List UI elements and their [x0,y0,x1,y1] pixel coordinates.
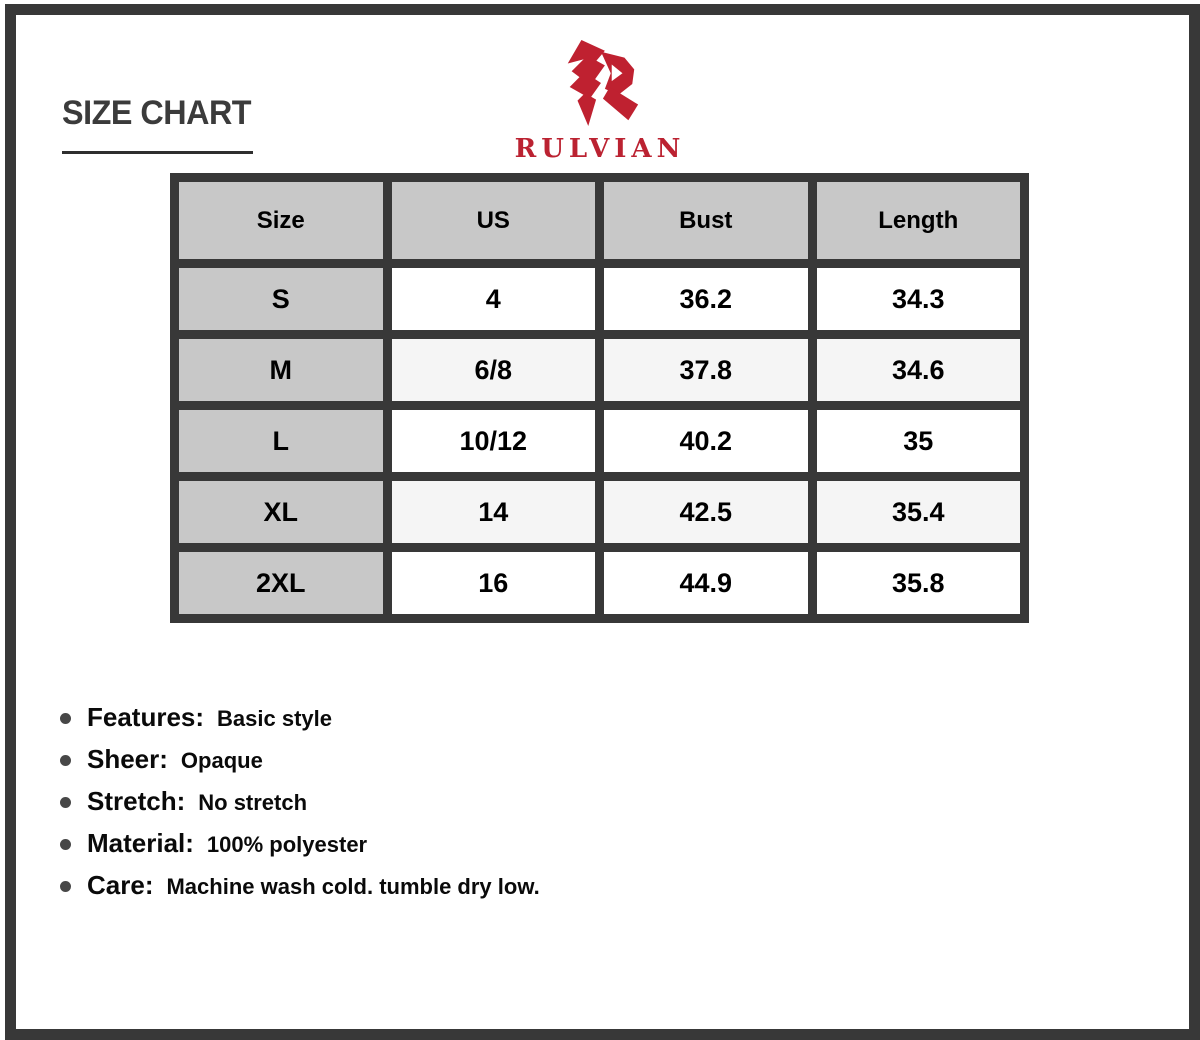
table-cell: 10/12 [387,406,600,477]
table-header-row [175,178,1025,264]
table-header-size: Size [175,178,388,264]
bullet-icon [60,881,71,892]
bullet-icon [60,839,71,850]
detail-value: 100% polyester [206,832,368,857]
table-cell: 36.2 [600,264,813,335]
table-cell: 40.2 [600,406,813,477]
list-item-care [60,870,540,902]
table-cell: 14 [387,477,600,548]
table-cell: 34.3 [812,264,1025,335]
table-row-xl [175,477,1025,548]
rulvian-r-monogram-icon [556,38,644,131]
detail-value: Opaque [180,748,263,773]
list-item-sheer [60,744,540,776]
table-cell: 4 [387,264,600,335]
table-header-bust: Bust [600,178,813,264]
table-cell: 16 [387,548,600,619]
table-cell: 44.9 [600,548,813,619]
bullet-icon [60,797,71,808]
detail-label: Features: [87,702,205,732]
list-item-features [60,702,540,734]
table-cell: S [175,264,388,335]
detail-label: Care: [87,870,154,900]
table-cell: M [175,335,388,406]
product-details-list [60,702,540,912]
detail-label: Sheer: [87,744,168,774]
table-cell: 35.4 [812,477,1025,548]
table-cell: XL [175,477,388,548]
brand-logo-block [0,38,1200,164]
table-cell: 34.6 [812,335,1025,406]
table-row-2xl [175,548,1025,619]
detail-label: Material: [87,828,194,858]
page-title: SIZE CHART [62,94,252,132]
table-cell: L [175,406,388,477]
detail-value: Machine wash cold. tumble dry low. [166,874,540,899]
table-header-length: Length [812,178,1025,264]
table-row-l [175,406,1025,477]
table-cell: 6/8 [387,335,600,406]
table-row-m [175,335,1025,406]
table-cell: 37.8 [600,335,813,406]
table-header-us: US [387,178,600,264]
table-row-s [175,264,1025,335]
bullet-icon [60,713,71,724]
detail-label: Stretch: [87,786,186,816]
table-cell: 2XL [175,548,388,619]
table-cell: 42.5 [600,477,813,548]
list-item-material [60,828,540,860]
brand-wordmark: RULVIAN [514,134,686,164]
detail-value: No stretch [198,790,308,815]
table-cell: 35.8 [812,548,1025,619]
list-item-stretch [60,786,540,818]
bullet-icon [60,755,71,766]
table-cell: 35 [812,406,1025,477]
size-table [170,173,1029,623]
detail-value: Basic style [217,706,333,731]
